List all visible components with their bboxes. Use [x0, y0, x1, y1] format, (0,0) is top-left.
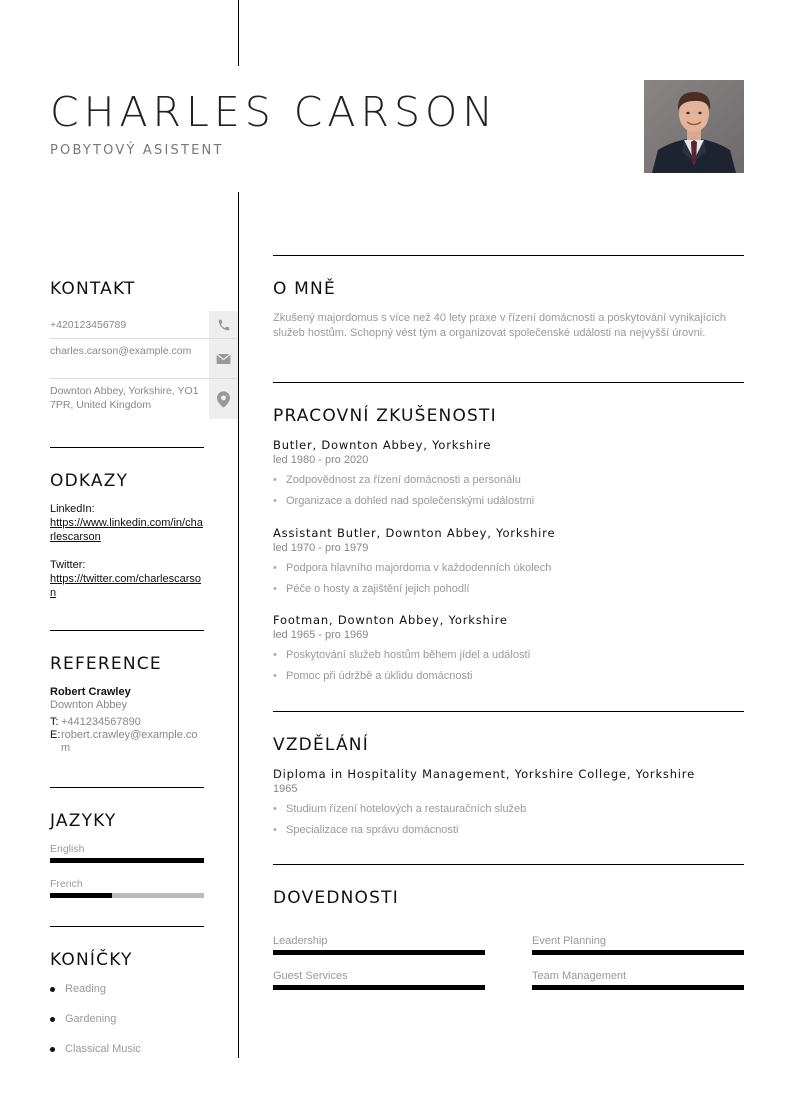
language-level-bar	[50, 858, 204, 863]
education-entry	[273, 767, 744, 837]
divider	[273, 711, 744, 712]
skill-label: Team Management	[532, 970, 627, 982]
divider	[273, 382, 744, 383]
education-bullet: • Specializace na správu domácnosti	[273, 823, 744, 837]
hobby-label: Gardening	[65, 1013, 117, 1025]
envelope-icon	[209, 339, 238, 378]
skill-label: Guest Services	[273, 970, 348, 982]
education-section-title: VZDĚLÁNÍ	[273, 735, 369, 755]
bullet-dot-icon	[50, 987, 55, 992]
skills-section-title: DOVEDNOSTI	[273, 888, 399, 908]
links-section-title: ODKAZY	[50, 471, 129, 491]
skill-level-bar	[532, 985, 744, 990]
languages-section-title: JAZYKY	[50, 811, 117, 831]
job-bullet: • Péče o hosty a zajištění jejich pohodlí	[273, 582, 744, 596]
language-name: English	[50, 843, 85, 855]
linkedin-link[interactable]: https://www.linkedin.com/in/charlescarson	[50, 517, 203, 543]
education-year: 1965	[273, 783, 298, 795]
hobbies-list	[50, 974, 204, 1064]
bullet-dot-icon	[50, 1017, 55, 1022]
education-bullet: • Studium řízení hotelových a restauračních služeb	[273, 802, 744, 816]
hobbies-section-title: KONÍČKY	[50, 950, 133, 970]
job-title: Butler, Downton Abbey, Yorkshire	[273, 438, 492, 452]
job-date: led 1965 - pro 1969	[273, 629, 369, 641]
reference-phone[interactable]: +441234567890	[61, 716, 141, 728]
reference-email-label: E:	[50, 729, 61, 741]
phone-icon	[209, 311, 238, 338]
job-bullet: • Organizace a dohled nad společenskými událostmi	[273, 494, 744, 508]
job-title: Assistant Butler, Downton Abbey, Yorkshire	[273, 526, 556, 540]
job-entry	[273, 526, 744, 596]
linkedin-link-block	[50, 503, 204, 544]
contact-phone[interactable]: +420123456789	[50, 319, 127, 331]
twitter-label: Twitter:	[50, 559, 86, 571]
column-divider-line	[238, 192, 239, 1058]
reference-company: Downton Abbey	[50, 699, 128, 711]
bullet-dot-icon	[50, 1047, 55, 1052]
contact-phone-row	[50, 311, 238, 339]
divider	[273, 864, 744, 865]
language-english	[50, 843, 204, 863]
skill-label: Event Planning	[532, 935, 606, 947]
reference-block	[50, 686, 204, 755]
skill-item	[273, 935, 485, 955]
divider	[50, 926, 204, 927]
job-bullet: • Poskytování služeb hostům během jídel a událostí	[273, 648, 744, 662]
twitter-link-block	[50, 559, 204, 600]
hobby-item	[50, 1004, 204, 1034]
twitter-link[interactable]: https://twitter.com/charlescarson	[50, 573, 201, 599]
candidate-title: POBYTOVÝ ASISTENT	[50, 143, 224, 158]
job-entry	[273, 438, 744, 508]
job-bullet: • Zodpovědnost za řízení domácnosti a personálu	[273, 473, 744, 487]
divider	[50, 630, 204, 631]
hobby-item	[50, 974, 204, 1004]
hobby-item	[50, 1034, 204, 1064]
language-level-fill	[50, 858, 204, 863]
language-name: French	[50, 878, 83, 890]
contact-email-row	[50, 339, 238, 379]
contact-section-title: KONTAKT	[50, 279, 136, 299]
hobby-label: Reading	[65, 983, 106, 995]
reference-email-line	[50, 729, 204, 755]
location-pin-icon	[209, 379, 238, 419]
language-level-bar	[50, 893, 204, 898]
job-date: led 1970 - pro 1979	[273, 542, 369, 554]
reference-name: Robert Crawley	[50, 686, 131, 698]
about-text: Zkušený majordomus s více než 40 lety praxe v řízení domácnosti a poskytování vynikajících služeb hostům. Schopný vést tým a organizovat společenské události na nejvyšší úrovni.	[273, 312, 727, 339]
hobby-label: Classical Music	[65, 1043, 141, 1055]
skill-item	[532, 935, 744, 955]
divider	[50, 447, 204, 448]
skill-label: Leadership	[273, 935, 328, 947]
language-level-fill	[50, 893, 112, 898]
language-french	[50, 878, 204, 898]
linkedin-label: LinkedIn:	[50, 503, 95, 515]
job-bullet: • Podpora hlavního majordoma v každodenních úkolech	[273, 561, 744, 575]
contact-email[interactable]: charles.carson@example.com	[50, 345, 192, 357]
contact-address-row	[50, 379, 238, 419]
skill-level-bar	[532, 950, 744, 955]
education-degree: Diploma in Hospitality Management, Yorkshire College, Yorkshire	[273, 767, 695, 781]
job-entry	[273, 613, 744, 683]
profile-photo	[644, 80, 744, 173]
reference-phone-label: T:	[50, 716, 59, 728]
skill-item	[273, 970, 485, 990]
portrait-image	[644, 80, 744, 173]
skill-level-bar	[273, 985, 485, 990]
divider	[50, 787, 204, 788]
job-title: Footman, Downton Abbey, Yorkshire	[273, 613, 508, 627]
candidate-name: CHARLES CARSON	[50, 88, 498, 136]
skill-item	[532, 970, 744, 990]
reference-section-title: REFERENCE	[50, 654, 162, 674]
skill-level-bar	[273, 950, 485, 955]
experience-section-title: PRACOVNÍ ZKUŠENOSTI	[273, 406, 497, 426]
contact-address: Downton Abbey, Yorkshire, YO1 7PR, United Kingdom	[50, 385, 199, 411]
job-date: led 1980 - pro 2020	[273, 454, 369, 466]
divider	[273, 255, 744, 256]
job-bullet: • Pomoc při údržbě a úklidu domácnosti	[273, 669, 744, 683]
reference-phone-line	[50, 716, 204, 729]
reference-email[interactable]: robert.crawley@example.com	[61, 729, 198, 754]
about-section-title: O MNĚ	[273, 279, 336, 299]
top-divider-line	[238, 0, 239, 66]
